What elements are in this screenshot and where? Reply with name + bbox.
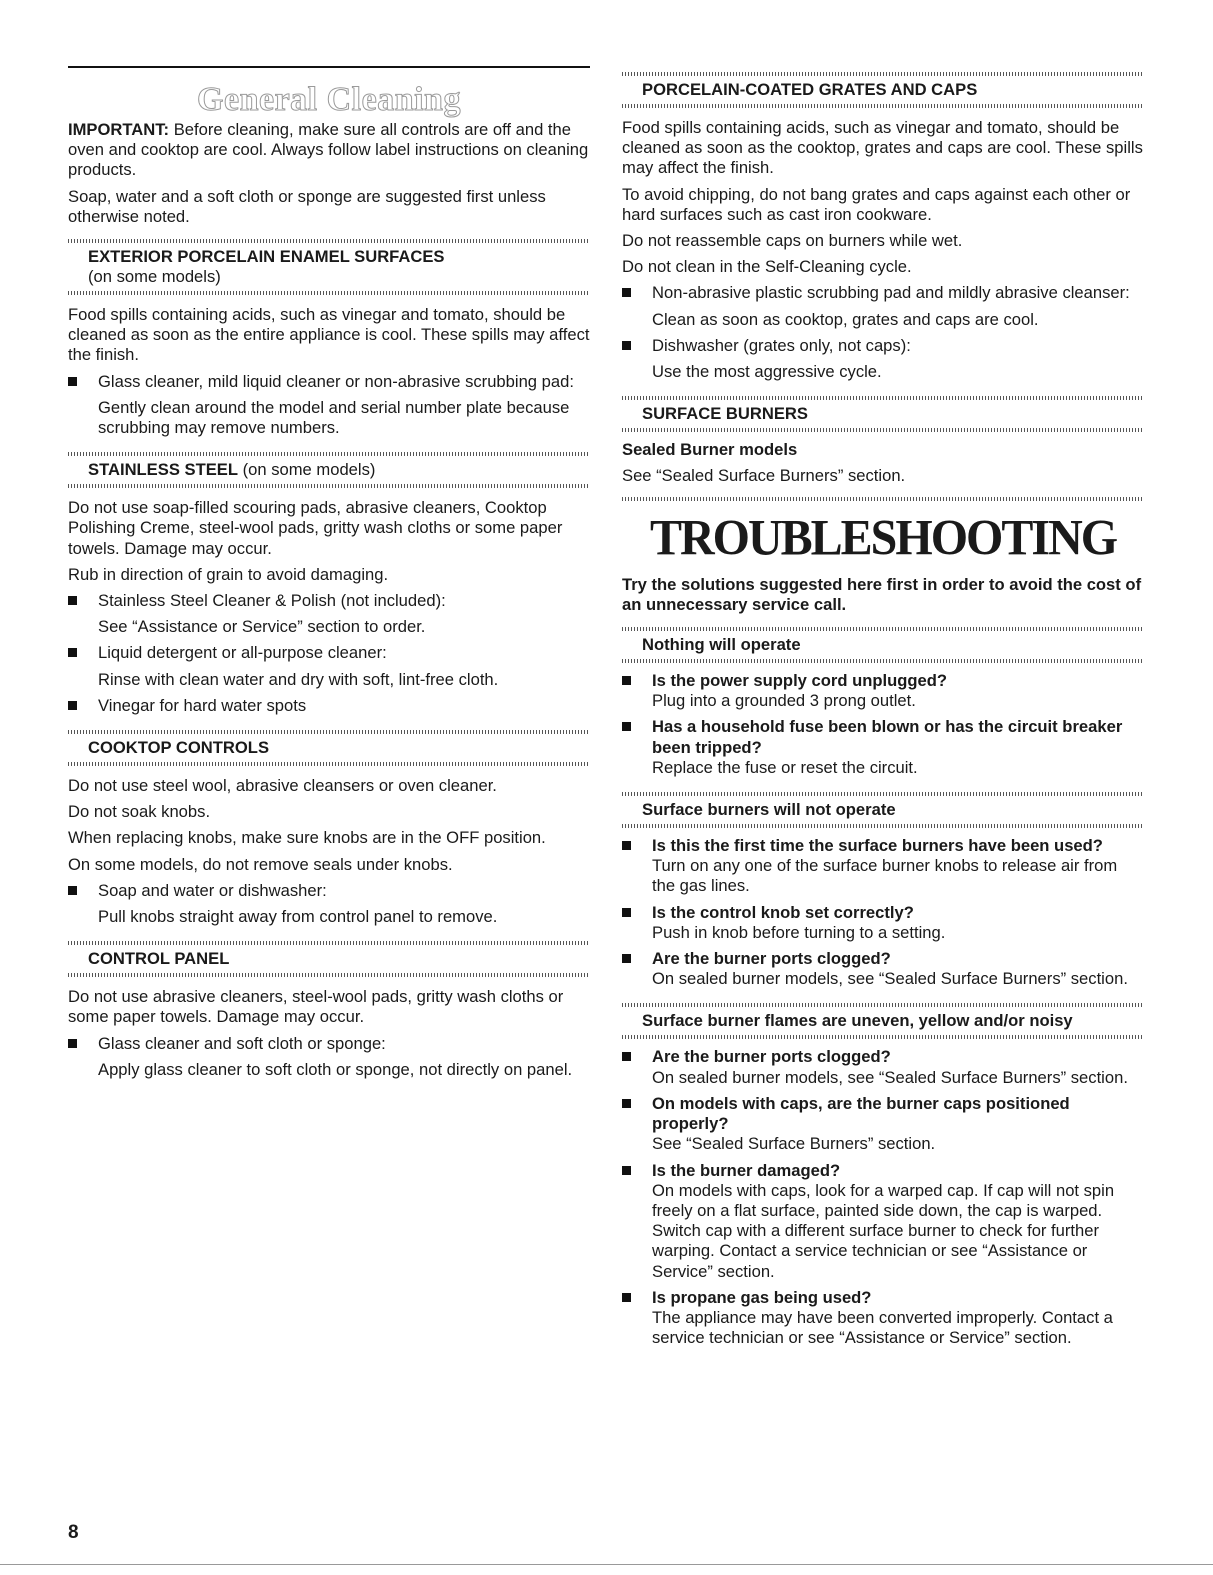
bullet-square-icon [622, 954, 631, 963]
bullet-square-icon [68, 377, 77, 386]
paragraph: See “Sealed Surface Burners” section. [622, 466, 906, 486]
bullet-square-icon [622, 1052, 631, 1061]
problem-header [622, 1007, 1144, 1035]
problem-title: Surface burners will not operate [642, 800, 896, 820]
question-item: Is the power supply cord unplugged? Plug into a grounded 3 prong outlet. [622, 671, 1144, 711]
bullet-square-icon [68, 1039, 77, 1048]
bullet-item: Glass cleaner and soft cloth or sponge: [68, 1034, 590, 1054]
subsection-title: PORCELAIN-COATED GRATES AND CAPS [642, 80, 978, 99]
bullet-square-icon [68, 648, 77, 657]
question-item: Is this the first time the surface burners have been used? Turn on any one of the surface burner knobs to release air from the gas lines. [622, 836, 1144, 897]
section-title-general-cleaning: General Cleaning [197, 81, 461, 118]
question-item: Are the burner ports clogged? On sealed burner models, see “Sealed Surface Burners” section. [622, 949, 1144, 989]
subsection-header-exterior [68, 243, 590, 291]
subsection-header-grates [622, 76, 1144, 104]
troubleshooting-title: TROUBLESHOOTING [649, 510, 1117, 566]
bullet-detail: Use the most aggressive cycle. [652, 362, 882, 382]
left-column [68, 80, 590, 1080]
bullet-square-icon [622, 722, 631, 731]
subhead: Sealed Burner models [622, 440, 798, 460]
problem-title: Surface burner flames are uneven, yellow and/or noisy [642, 1011, 1073, 1031]
right-column [622, 72, 1144, 1348]
bullet-detail: Clean as soon as cooktop, grates and caps are cool. [652, 309, 1039, 329]
bullet-item: Glass cleaner, mild liquid cleaner or non-abrasive scrubbing pad: [68, 372, 590, 392]
top-rule [68, 66, 590, 68]
subsection-header-cooktop [68, 734, 590, 762]
bullet-square-icon [68, 886, 77, 895]
question-item: Are the burner ports clogged? On sealed burner models, see “Sealed Surface Burners” section. [622, 1047, 1144, 1087]
question-item: Is propane gas being used? The appliance may have been converted improperly. Contact a service technician or see “Assistance or Service” section. [622, 1288, 1144, 1349]
bullet-detail: Rinse with clean water and dry with soft, lint-free cloth. [98, 669, 499, 689]
divider [622, 497, 1144, 501]
paragraph: Food spills containing acids, such as vinegar and tomato, should be cleaned as soon as the entire appliance is cool. These spills may affect the finish. [68, 305, 590, 365]
bullet-detail: Pull knobs straight away from control panel to remove. [98, 907, 498, 927]
bullet-square-icon [68, 701, 77, 710]
paragraph: Do not use soap-filled scouring pads, abrasive cleaners, Cooktop Polishing Creme, steel-wool pads, gritty wash cloths or some paper towels. Damage may occur. [68, 498, 563, 558]
bullet-item: Non-abrasive plastic scrubbing pad and mildly abrasive cleanser: [622, 283, 1144, 303]
bullet-square-icon [622, 288, 631, 297]
bullet-detail: Gently clean around the model and serial number plate because scrubbing may remove numbers. [98, 397, 570, 438]
soap-paragraph: Soap, water and a soft cloth or sponge are suggested first unless otherwise noted. [68, 186, 546, 226]
paragraph: Do not use abrasive cleaners, steel-wool pads, gritty wash cloths or some paper towels. Damage may occur. [68, 987, 564, 1027]
bullet-square-icon [622, 1293, 631, 1302]
bullet-item: Dishwasher (grates only, not caps): [622, 336, 1144, 356]
subsection-subtitle: (on some models) [242, 460, 376, 480]
problem-header [622, 631, 1144, 659]
problem-title: Nothing will operate [642, 635, 801, 655]
subsection-header-stainless [68, 456, 590, 484]
bullet-square-icon [622, 1166, 631, 1175]
subsection-title: COOKTOP CONTROLS [88, 738, 270, 758]
subsection-title: STAINLESS STEEL [88, 460, 238, 480]
question-item: On models with caps, are the burner caps positioned properly? See “Sealed Surface Burners” section. [622, 1094, 1144, 1155]
paragraph: On some models, do not remove seals under knobs. [68, 854, 453, 874]
paragraph: Do not reassemble caps on burners while wet. [622, 231, 963, 251]
important-label: IMPORTANT: [68, 120, 170, 139]
bullet-square-icon [68, 596, 77, 605]
subsection-subtitle: (on some models) [88, 267, 221, 287]
page-number: 8 [68, 1522, 79, 1543]
bullet-detail: Apply glass cleaner to soft cloth or sponge, not directly on panel. [98, 1059, 573, 1079]
paragraph: Do not clean in the Self-Cleaning cycle. [622, 257, 912, 277]
bullet-item: Vinegar for hard water spots [68, 696, 590, 716]
bottom-rule [0, 1564, 1213, 1565]
subsection-title: EXTERIOR PORCELAIN ENAMEL SURFACES [88, 247, 445, 267]
question-item: Has a household fuse been blown or has the circuit breaker been tripped? Replace the fuse or reset the circuit. [622, 717, 1144, 778]
bullet-square-icon [622, 676, 631, 685]
subsection-header-burners [622, 400, 1144, 428]
question-item: Is the control knob set correctly? Push in knob before turning to a setting. [622, 903, 1144, 943]
bullet-item: Stainless Steel Cleaner & Polish (not included): [68, 591, 590, 611]
troubleshooting-intro: Try the solutions suggested here first in order to avoid the cost of an unnecessary service call. [622, 574, 1142, 614]
important-paragraph [68, 120, 590, 181]
subsection-title: SURFACE BURNERS [642, 404, 808, 424]
subsection-title: CONTROL PANEL [88, 949, 230, 969]
paragraph: Food spills containing acids, such as vinegar and tomato, should be cleaned as soon as the cooktop, grates and caps are cool. These spills may affect the finish. [622, 118, 1143, 178]
problem-header [622, 796, 1144, 824]
paragraph: Do not soak knobs. [68, 802, 211, 822]
bullet-detail: See “Assistance or Service” section to order. [98, 617, 426, 637]
paragraph: Rub in direction of grain to avoid damaging. [68, 564, 389, 584]
bullet-item: Soap and water or dishwasher: [68, 881, 590, 901]
paragraph: When replacing knobs, make sure knobs are in the OFF position. [68, 828, 546, 848]
bullet-square-icon [622, 1099, 631, 1108]
subsection-header-control-panel [68, 945, 590, 973]
paragraph: To avoid chipping, do not bang grates and caps against each other or hard surfaces such as cast iron cookware. [622, 184, 1131, 224]
paragraph: Do not use steel wool, abrasive cleansers or oven cleaner. [68, 776, 497, 796]
important-text: Before cleaning, make sure all controls are off and the oven and cooktop are cool. Always follow label instructions on cleaning products. [68, 120, 589, 180]
bullet-item: Liquid detergent or all-purpose cleaner: [68, 643, 590, 663]
question-item: Is the burner damaged? On models with caps, look for a warped cap. If cap will not spin freely on a flat surface, painted side down, the cap is warped. Switch cap with a different surface burner to check for further warping. Contact a service technician or see “Assistance or Service” section. [622, 1161, 1144, 1282]
bullet-square-icon [622, 908, 631, 917]
bullet-square-icon [622, 841, 631, 850]
bullet-square-icon [622, 341, 631, 350]
